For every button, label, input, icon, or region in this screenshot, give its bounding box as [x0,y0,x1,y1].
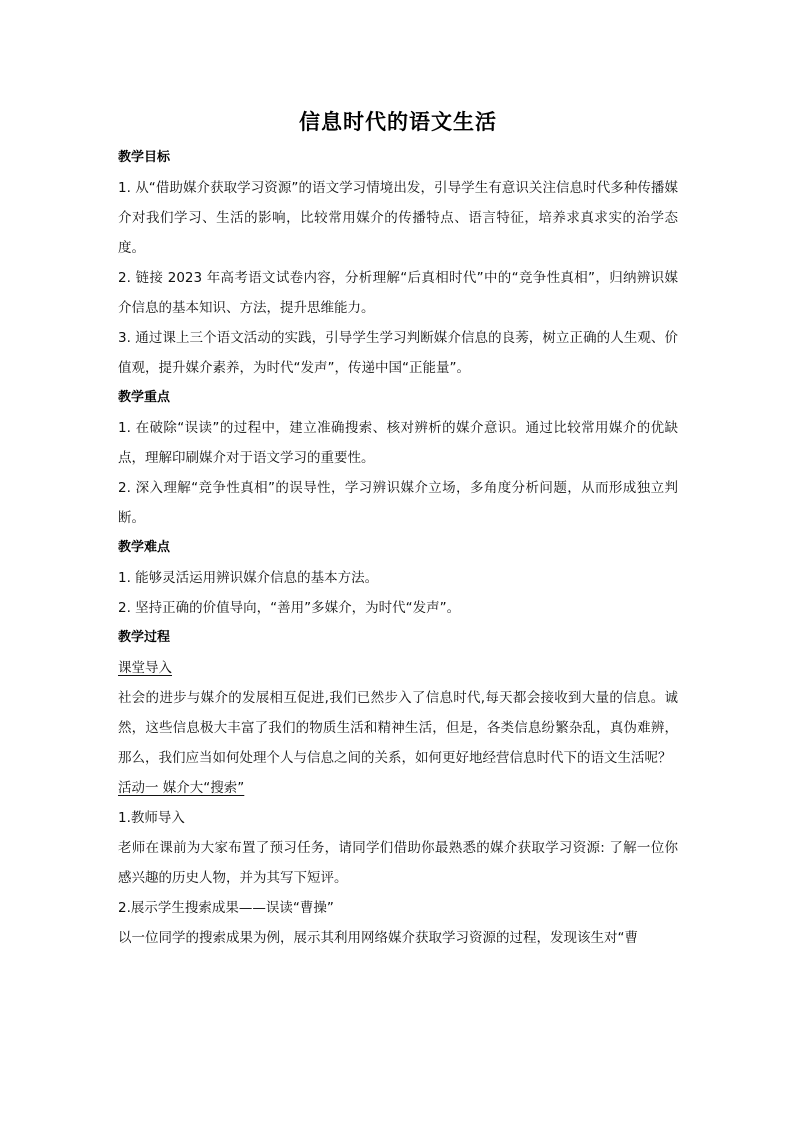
step1-heading: 1.教师导入 [118,810,185,826]
intro-text: 社会的进步与媒介的发展相互促进,我们已然步入了信息时代,每天都会接收到大量的信息。诚然，这些信息极大丰富了我们的物质生活和精神生活，但是，各类信息纷繁杂乱，真伪难辨，那么，我们应当如何处理个人与信息之间的关系，如何更好地经营信息时代下的语文生活呢？ [118,690,678,766]
document-title: 信息时代的语文生活 [299,110,497,134]
objectives-heading: 教学目标 [118,150,171,165]
key-point-item-2: 2. 深入理解“竞争性真相”的误导性，学习辨识媒介立场，多角度分析问题，从而形成独立判断。 [118,480,678,526]
difficulties-heading: 教学难点 [118,540,171,555]
step2-text: 以一位同学的搜索成果为例，展示其利用网络媒介获取学习资源的过程，发现该生对“曹 [118,930,638,946]
key-point-item-1: 1. 在破除“误读”的过程中，建立准确搜索、核对辨析的媒介意识。通过比较常用媒介的优缺点，理解印刷媒介对于语文学习的重要性。 [118,420,678,466]
difficulty-item-2: 2. 坚持正确的价值导向，“善用”多媒介，为时代“发声”。 [118,600,461,616]
difficulty-item-1: 1. 能够灵活运用辨识媒介信息的基本方法。 [118,570,379,586]
step1-text: 老师在课前为大家布置了预习任务，请同学们借助你最熟悉的媒介获取学习资源: 了解一位你感兴趣的历史人物，并为其写下短评。 [118,840,678,886]
process-heading: 教学过程 [118,630,171,645]
objective-item-1: 1. 从“借助媒介获取学习资源”的语文学习情境出发，引导学生有意识关注信息时代多种传播媒介对我们学习、生活的影响，比较常用媒介的传播特点、语言特征，培养求真求实的治学态度。 [118,180,678,256]
objective-item-2: 2. 链接 2023 年高考语文试卷内容，分析理解“后真相时代”中的“竞争性真相”，归纳辨识媒介信息的基本知识、方法，提升思维能力。 [118,270,678,316]
document-body [118,106,678,953]
objective-item-3: 3. 通过课上三个语文活动的实践，引导学生学习判断媒介信息的良莠，树立正确的人生观、价值观，提升媒介素养，为时代“发声”，传递中国“正能量”。 [118,330,678,376]
step2-heading: 2.展示学生搜索成果——误读“曹操” [118,900,334,916]
intro-heading: 课堂导入 [118,660,172,676]
key-points-heading: 教学重点 [118,390,171,405]
activity1-heading: 活动一 媒介大“搜索” [118,780,245,796]
